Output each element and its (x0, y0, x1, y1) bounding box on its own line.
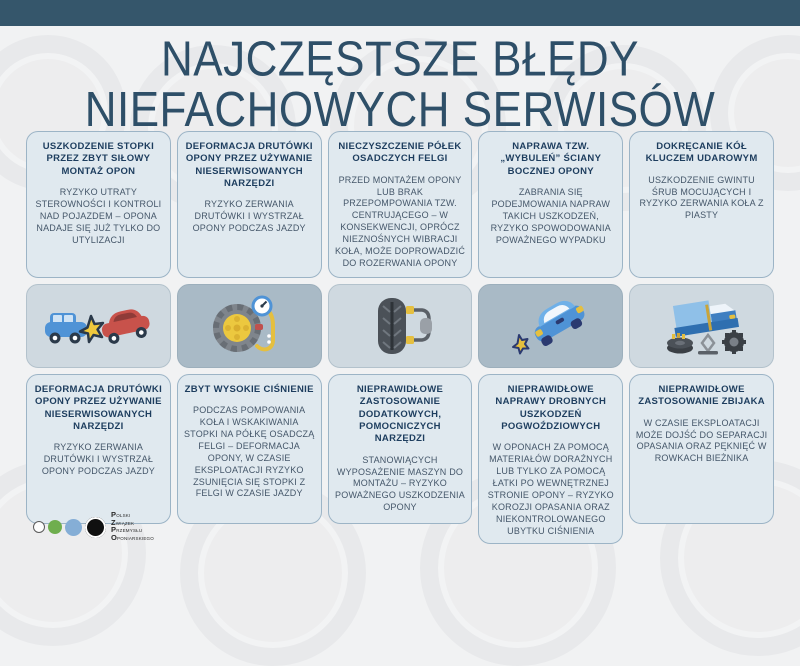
card-top-1 (26, 131, 171, 278)
card-heading: NIEPRAWIDŁOWE ZASTOSOWANIE ZBIJAKA (638, 384, 765, 408)
icon-cell-5 (629, 284, 774, 368)
card-body: RYZYKO ZERWANIA DRUTÓWKI I WYSTRZAŁ OPONY PODCZAS JAZDY (192, 199, 306, 234)
card-top-4 (478, 131, 623, 278)
card-bottom-3 (328, 374, 473, 524)
top-accent-bar (0, 0, 800, 26)
card-body: W OPONACH ZA POMOCĄ MATERIAŁÓW DORAŹNYCH LUB TYLKO ZA POMOCĄ ŁATKI PO WEWNĘTRZNEJ STRONIE OPONY – RYZYKO KOROZJI OPASANIA ORAZ NIEKONTROLOWANEGO UBYTKU CIŚNIENIA (487, 442, 614, 536)
card-heading: DEFORMACJA DRUTÓWKI OPONY PRZEZ UŻYWANIE NIESERWISOWANYCH NARZĘDZI (185, 141, 313, 190)
card-body: PODCZAS POMPOWANIA KOŁA I WSKAKIWANIA STOPKI NA PÓŁKĘ OSADCZĄ FELGI – DEFORMACJA OPONY, W CZASIE EKSPLOATACJI RYZYKO ZSUNIĘCIA SIĘ STOPKI Z FELGI W CZASIE JAZDY (183, 405, 315, 499)
card-bottom-5 (629, 374, 774, 524)
logo-text-line: PRZEMYSŁU (111, 525, 143, 535)
logo-circle-white (33, 521, 45, 533)
card-heading: DEFORMACJA DRUTÓWKI OPONY PRZEZ UŻYWANIE NIESERWISOWANYCH NARZĘDZI (34, 384, 163, 433)
card-body: RYZYKO UTRATY STEROWNOŚCI I KONTROLI NAD POJAZDEM – OPONA NADAJE SIĘ JUŻ TYLKO DO UTYLIZACJI (35, 187, 162, 245)
card-body: ZABRANIA SIĘ PODEJMOWANIA NAPRAW TAKICH USZKODZEŃ, RYZYKO SPOWODOWANIA POWAŻNEGO WYPADKU (490, 187, 611, 245)
card-bottom-4 (478, 374, 623, 544)
icon-cell-1 (26, 284, 171, 368)
card-heading: NIEPRAWIDŁOWE ZASTOSOWANIE DODATKOWYCH, POMOCNICZYCH NARZĘDZI (356, 384, 444, 445)
icon-cell-2 (177, 284, 322, 368)
card-top-3 (328, 131, 473, 278)
card-body: W CZASIE EKSPLOATACJI MOŻE DOJŚĆ DO SEPARACJI OPASANIA ORAZ PĘKNIĘĆ W ROWKACH BIEŻNIKA (635, 417, 768, 464)
columns-grid (0, 124, 800, 544)
card-body: USZKODZENIE GWINTU ŚRUB MOCUJĄCYCH I RYZYKO ZERWANIA KOŁA Z PIASTY (639, 174, 764, 221)
page-title-line2: NIEFACHOWYCH SERWISÓW (84, 82, 716, 138)
card-heading: DOKRĘCANIE KÓŁ KLUCZEM UDAROWYM (645, 141, 758, 165)
card-heading: NIEPRAWIDŁOWE NAPRAWY DROBNYCH USZKODZEŃ POGWOŹDZIOWYCH (495, 384, 607, 433)
tire-pressure-gauge-icon (199, 294, 299, 358)
skidding-car-icon (499, 295, 603, 357)
card-top-2 (177, 131, 322, 278)
card-heading: NAPRAWA TZW. „WYBULEŃ” ŚCIANY BOCZNEJ OPONY (500, 141, 602, 177)
card-body: STANOWIĄCYCH WYPOSAŻENIE MASZYN DO MONTAŻU – RYZYKO POWAŻNEGO USZKODZENIA OPONY (335, 454, 465, 513)
card-heading: USZKODZENIE STOPKI PRZEZ ZBYT SIŁOWY MONTAŻ OPON (42, 141, 155, 177)
card-heading: NIECZYSZCZENIE PÓŁEK OSADCZYCH FELGI (338, 141, 462, 165)
column-5 (629, 131, 774, 544)
column-1 (26, 131, 171, 544)
page-title (0, 31, 800, 138)
organization-logo (33, 512, 154, 542)
logo-circle-blue (65, 519, 82, 536)
card-top-5 (629, 131, 774, 278)
column-4 (478, 131, 623, 544)
column-3 (328, 131, 473, 544)
column-2 (177, 131, 322, 544)
card-heading: ZBYT WYSOKIE CIŚNIENIE (184, 384, 314, 395)
card-body: RYZYKO ZERWANIA DRUTÓWKI I WYSTRZAŁ OPONY PODCZAS JAZDY (41, 442, 155, 477)
card-body: PRZED MONTAŻEM OPONY LUB BRAK PRZEPOMPOWANIA TZW. CENTRUJĄCEGO – W KONSEKWENCJI, OPRÓCZ NIEZNOŚNYCH WIBRACJI KOŁA, MOŻE DOPROWADZIĆ DO ROZERWANIA OPONY (334, 174, 466, 268)
logo-text (111, 512, 154, 542)
card-bottom-2 (177, 374, 322, 524)
card-bottom-1 (26, 374, 171, 524)
car-crash-icon (42, 300, 154, 352)
jacked-truck-icon (646, 295, 758, 357)
tire-mounting-clamp-icon (352, 294, 448, 358)
logo-text-line: POLSKI (111, 510, 131, 520)
icon-cell-3 (328, 284, 473, 368)
page-title-line1: NAJCZĘSTSZE BŁĘDY (161, 31, 639, 87)
logo-circle-black (85, 517, 106, 538)
logo-circle-green (48, 520, 62, 534)
logo-text-line: OPONIARSKIEGO (111, 532, 154, 542)
logo-text-line: ZWIĄZEK (111, 517, 135, 527)
icon-cell-4 (478, 284, 623, 368)
